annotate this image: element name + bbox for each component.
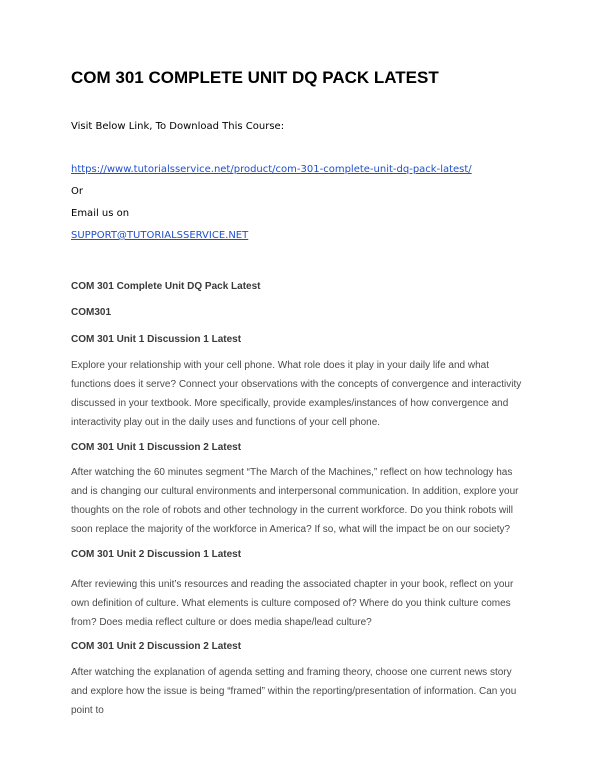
section-text: Explore your relationship with your cell phone. What role does it play in your daily life and what functions does it serve? Connect your observations with the concepts of convergence and interactivity discussed in your textbook. More specifically, provide examples/instances of how convergence and interactivity play out in the daily uses and functions of your cell phone. [71, 360, 522, 428]
section-heading: COM 301 Unit 2 Discussion 1 Latest [71, 549, 242, 560]
section-text: After watching the explanation of agenda setting and framing theory, choose one current news story and explore how the issue is being “framed” within the reporting/presentation of information. Can you point to [71, 667, 517, 716]
page-title: COM 301 COMPLETE UNIT DQ PACK LATEST [71, 68, 439, 87]
section-text: After reviewing this unit’s resources and reading the associated chapter in your book, reflect on your own definition of culture. What elements is culture composed of? Where do you think culture comes from? Does media reflect culture or does media shape/lead culture? [71, 579, 514, 628]
or-text: Or [71, 186, 83, 197]
support-email-link[interactable]: SUPPORT@TUTORIALSSERVICE.NET [71, 230, 249, 241]
visit-text: Visit Below Link, To Download This Course: [71, 121, 285, 132]
course-code: COM301 [71, 307, 112, 318]
course-link[interactable]: https://www.tutorialsservice.net/product/com-301-complete-unit-dq-pack-latest/ [71, 164, 472, 175]
course-title: COM 301 Complete Unit DQ Pack Latest [71, 281, 261, 292]
section-heading: COM 301 Unit 1 Discussion 2 Latest [71, 442, 242, 453]
section-text: After watching the 60 minutes segment “The March of the Machines,” reflect on how technology has and is changing our cultural environments and interpersonal communication. In addition, explore your thoughts on the role of robots and other technology in the current workforce. Do you think robots will soon replace the majority of the workforce in America? If so, what will the impact be on our society? [71, 467, 519, 535]
section-heading: COM 301 Unit 1 Discussion 1 Latest [71, 334, 242, 345]
email-text: Email us on [71, 208, 130, 219]
section-heading: COM 301 Unit 2 Discussion 2 Latest [71, 641, 242, 652]
